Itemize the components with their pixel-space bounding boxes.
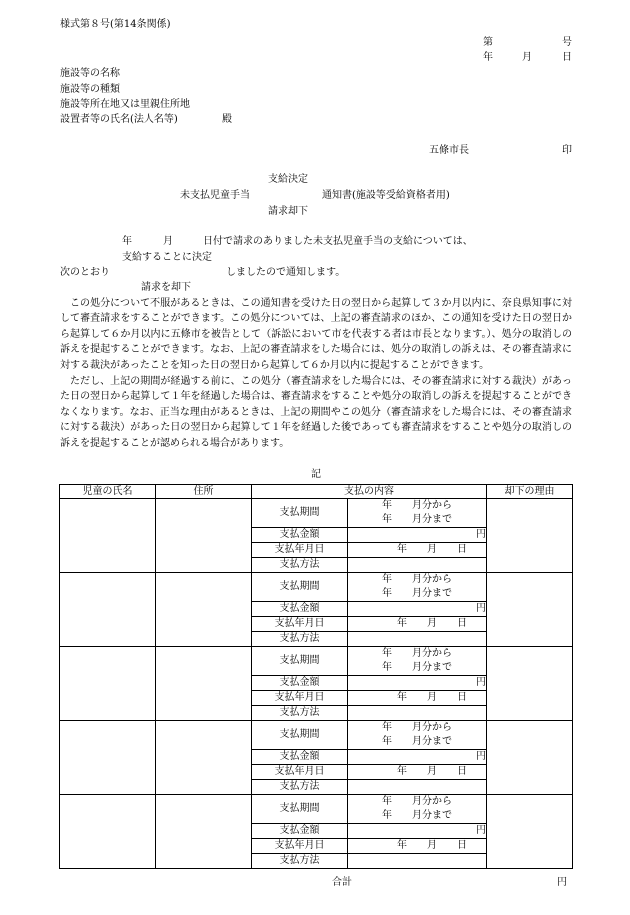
date-value: 年 月 日	[348, 839, 487, 854]
amount-label: 支払金額	[252, 602, 348, 617]
rejection-reason-cell	[487, 499, 573, 573]
method-label: 支払方法	[252, 706, 348, 721]
ki-heading: 記	[311, 469, 321, 480]
date-label: 支払年月日	[252, 543, 348, 558]
date-year: 年	[483, 52, 493, 63]
date-month: 月	[522, 52, 532, 63]
period-from: 年 月分から	[382, 648, 452, 659]
period-label: 支払期間	[252, 499, 348, 528]
body-line4: 請求を却下	[141, 282, 191, 293]
method-value	[348, 854, 487, 869]
table-group-row	[60, 499, 573, 528]
facility-name-label: 施設等の名称	[60, 68, 120, 79]
method-label: 支払方法	[252, 558, 348, 573]
period-label: 支払期間	[252, 795, 348, 824]
period-value	[348, 721, 487, 750]
address-cell	[156, 573, 252, 647]
rejection-reason-cell	[487, 573, 573, 647]
appeal-paragraph-1: この処分について不服があるときは、この通知書を受けた日の翌日から起算して３か月以内に、奈良県知事に対して審査請求をすることができます。この処分については、上記の審査請求のほか、この通知を受けた日の翌日から起算して６か月以内に五條市を被告として（訴訟において市を代表する者は市長となります。）、処分の取消しの訴えを提起することができます。なお、上記の審査請求をした場合には、処分の取消しの訴えは、その審査請求に対する裁決があったことを知った日の翌日から起算して６か月以内に提起することができます。	[60, 298, 572, 371]
doc-number-dai: 第	[483, 37, 493, 48]
body-year: 年	[122, 236, 132, 247]
table-group-row	[60, 573, 573, 602]
founder-name-label: 設置者等の氏名(法人名等)	[60, 114, 178, 125]
facility-address-label: 施設等所在地又は里親住所地	[60, 99, 190, 110]
amount-label: 支払金額	[252, 750, 348, 765]
form-number: 様式第８号(第14条関係)	[60, 19, 171, 30]
date-value: 年 月 日	[348, 765, 487, 780]
period-from: 年 月分から	[382, 722, 452, 733]
table-header-row	[60, 485, 573, 499]
child-name-cell	[60, 647, 156, 721]
period-value	[348, 499, 487, 528]
child-name-cell	[60, 573, 156, 647]
amount-unit: 円	[348, 750, 487, 765]
method-label: 支払方法	[252, 780, 348, 795]
date-value: 年 月 日	[348, 617, 487, 632]
rejection-reason-cell	[487, 721, 573, 795]
rejection-reason-cell	[487, 795, 573, 869]
amount-unit: 円	[348, 824, 487, 839]
method-value	[348, 706, 487, 721]
date-label: 支払年月日	[252, 617, 348, 632]
body-line2: 支給することに決定	[122, 252, 212, 263]
period-to: 年 月分まで	[382, 588, 452, 599]
method-value	[348, 632, 487, 647]
period-label: 支払期間	[252, 647, 348, 676]
date-value: 年 月 日	[348, 543, 487, 558]
child-name-cell	[60, 499, 156, 573]
address-cell	[156, 721, 252, 795]
date-label: 支払年月日	[252, 765, 348, 780]
header-child-name: 児童の氏名	[60, 485, 156, 499]
amount-label: 支払金額	[252, 528, 348, 543]
period-from: 年 月分から	[382, 796, 452, 807]
payment-table	[59, 484, 573, 869]
method-label: 支払方法	[252, 854, 348, 869]
child-name-cell	[60, 795, 156, 869]
period-from: 年 月分から	[382, 574, 452, 585]
title-right: 通知書(施設等受給資格者用)	[322, 190, 450, 201]
facility-type-label: 施設等の種類	[60, 84, 120, 95]
body-line1-text: 日付で請求のありました未支払児童手当の支給については、	[203, 236, 473, 247]
period-value	[348, 573, 487, 602]
body-line3-left: 次のとおり	[60, 267, 110, 278]
issuer-title: 五條市長	[429, 145, 469, 156]
header-address: 住所	[156, 485, 252, 499]
period-to: 年 月分まで	[382, 662, 452, 673]
period-label: 支払期間	[252, 573, 348, 602]
date-label: 支払年月日	[252, 839, 348, 854]
period-from: 年 月分から	[382, 500, 452, 511]
method-label: 支払方法	[252, 632, 348, 647]
period-value	[348, 795, 487, 824]
amount-label: 支払金額	[252, 676, 348, 691]
period-to: 年 月分まで	[382, 736, 452, 747]
doc-number-go: 号	[562, 37, 572, 48]
table-group-row	[60, 721, 573, 750]
header-payment-content: 支払の内容	[252, 485, 487, 499]
address-cell	[156, 795, 252, 869]
amount-label: 支払金額	[252, 824, 348, 839]
child-name-cell	[60, 721, 156, 795]
date-value: 年 月 日	[348, 691, 487, 706]
amount-unit: 円	[348, 602, 487, 617]
appeal-paragraph-2: ただし、上記の期間が経過する前に、この処分（審査請求をした場合には、その審査請求に対する裁決）があった日の翌日から起算して１年を経過した場合は、審査請求をすることや処分の取消しの訴えを提起することができなくなります。なお、正当な理由があるときは、上記の期間やこの処分（審査請求をした場合には、その審査請求に対する裁決）があった日の翌日から起算して１年を経過した後であっても審査請求をすることや処分の取消しの訴えを提起することが認められる場合があります。	[60, 376, 572, 449]
period-to: 年 月分まで	[382, 514, 452, 525]
period-value	[348, 647, 487, 676]
dono: 殿	[222, 114, 232, 125]
date-label: 支払年月日	[252, 691, 348, 706]
total-label: 合計	[332, 877, 352, 888]
rejection-reason-cell	[487, 647, 573, 721]
total-unit: 円	[557, 877, 567, 888]
title-decision-top: 支給決定	[268, 174, 308, 185]
address-cell	[156, 499, 252, 573]
table-group-row	[60, 647, 573, 676]
address-cell	[156, 647, 252, 721]
date-day: 日	[562, 52, 572, 63]
period-label: 支払期間	[252, 721, 348, 750]
title-decision-bottom: 請求却下	[268, 206, 308, 217]
body-month: 月	[163, 236, 173, 247]
header-rejection-reason: 却下の理由	[487, 485, 573, 499]
amount-unit: 円	[348, 528, 487, 543]
body-line3-right: しましたので通知します。	[226, 267, 346, 278]
method-value	[348, 780, 487, 795]
amount-unit: 円	[348, 676, 487, 691]
issuer-seal: 印	[562, 145, 572, 156]
title-left: 未支払児童手当	[180, 190, 250, 201]
method-value	[348, 558, 487, 573]
table-group-row	[60, 795, 573, 824]
period-to: 年 月分まで	[382, 810, 452, 821]
